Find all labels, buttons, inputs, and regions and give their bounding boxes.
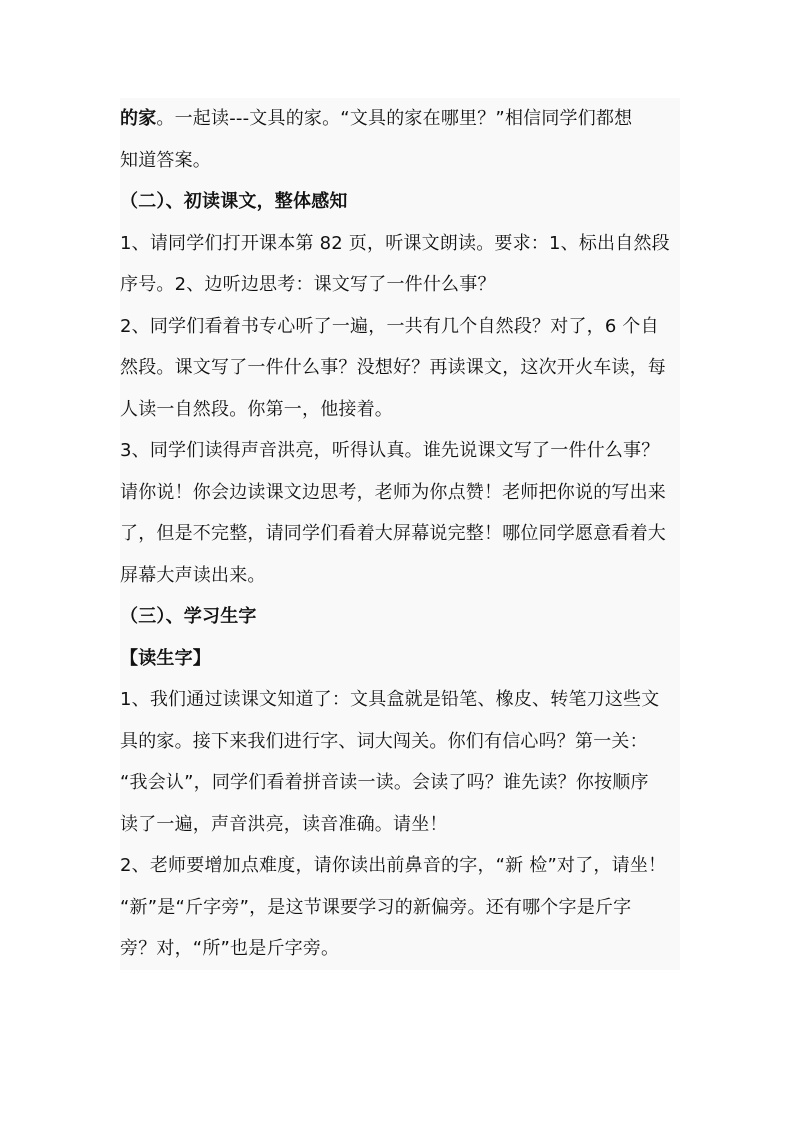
text-line [120,762,680,804]
text-line [120,845,680,887]
text-line [120,264,680,306]
line-text: 旁？对，“所”也是斤字旁。 [120,938,340,959]
line-text: 请你说！你会边读课文边思考，老师为你点赞！老师把你说的写出来 [120,481,666,503]
text-line [120,721,680,763]
line-text: 2、老师要增加点难度，请你读出前鼻音的字，“新 检”对了，请坐！ [120,855,667,876]
bold-text: 的家 [120,108,157,129]
line-text: 具的家。接下来我们进行字、词大闯关。你们有信心吗？第一关： [120,730,648,752]
text-line [120,223,680,265]
line-text: 人读一自然段。你第一，他接着。 [120,398,393,420]
line-text: 然段。课文写了一件什么事？没想好？再读课文，这次开火车读，每 [120,357,666,378]
heading-line [120,181,680,223]
text-line [120,306,680,348]
section-heading-learn-characters [120,596,680,638]
line-text: 序号。2、边听边思考：课文写了一件什么事？ [120,274,496,295]
text-line [120,140,680,182]
line-text: 知道答案。 [120,149,211,171]
heading-line [120,596,680,638]
line-text: 读了一遍，声音洪亮，读音准确。请坐！ [120,813,448,835]
line-text: 。一起读---文具的家。“文具的家在哪里？”相信同学们都想 [156,108,633,129]
paragraph-character-step-2 [120,845,680,970]
heading-text: （二）、初读课文，整体感知 [120,191,348,212]
text-line [120,430,680,472]
paragraph-character-step-1 [120,679,680,845]
text-line [120,389,680,431]
line-text: 1、请同学们打开课本第 82 页，听课文朗读。要求：1、标出自然段 [120,232,670,254]
text-line [120,513,680,555]
line-text: “新”是“斤字旁”，是这节课要学习的新偏旁。还有哪个字是斤字 [120,896,632,918]
heading-text: 【读生字】 [120,647,211,669]
paragraph-intro [120,98,680,181]
text-line [120,555,680,597]
text-line [120,347,680,389]
paragraph-step-1 [120,223,680,306]
line-text: 1、我们通过读课文知道了：文具盒就是铅笔、橡皮、转笔刀这些文 [120,689,660,710]
text-line [120,887,680,929]
line-text: 3、同学们读得声音洪亮，听得认真。谁先说课文写了一件什么事？ [120,440,660,461]
line-text: 屏幕大声读出来。 [120,564,266,586]
heading-text: （三）、学习生字 [120,606,257,627]
text-line [120,928,680,970]
text-line [120,804,680,846]
line-text: 了，但是不完整，请同学们看着大屏幕说完整！哪位同学愿意看着大 [120,523,666,544]
heading-line [120,638,680,680]
text-line [120,98,680,140]
text-line [120,679,680,721]
section-heading-first-reading [120,181,680,223]
paragraph-step-2 [120,306,680,431]
document-page [120,98,680,970]
line-text: “我会认”，同学们看着拼音读一读。会读了吗？谁先读？你按顺序 [120,772,649,793]
line-text: 2、同学们看着书专心听了一遍，一共有几个自然段？对了，6 个自 [120,315,659,337]
section-heading-read-characters [120,638,680,680]
paragraph-step-3 [120,430,680,596]
text-line [120,472,680,514]
